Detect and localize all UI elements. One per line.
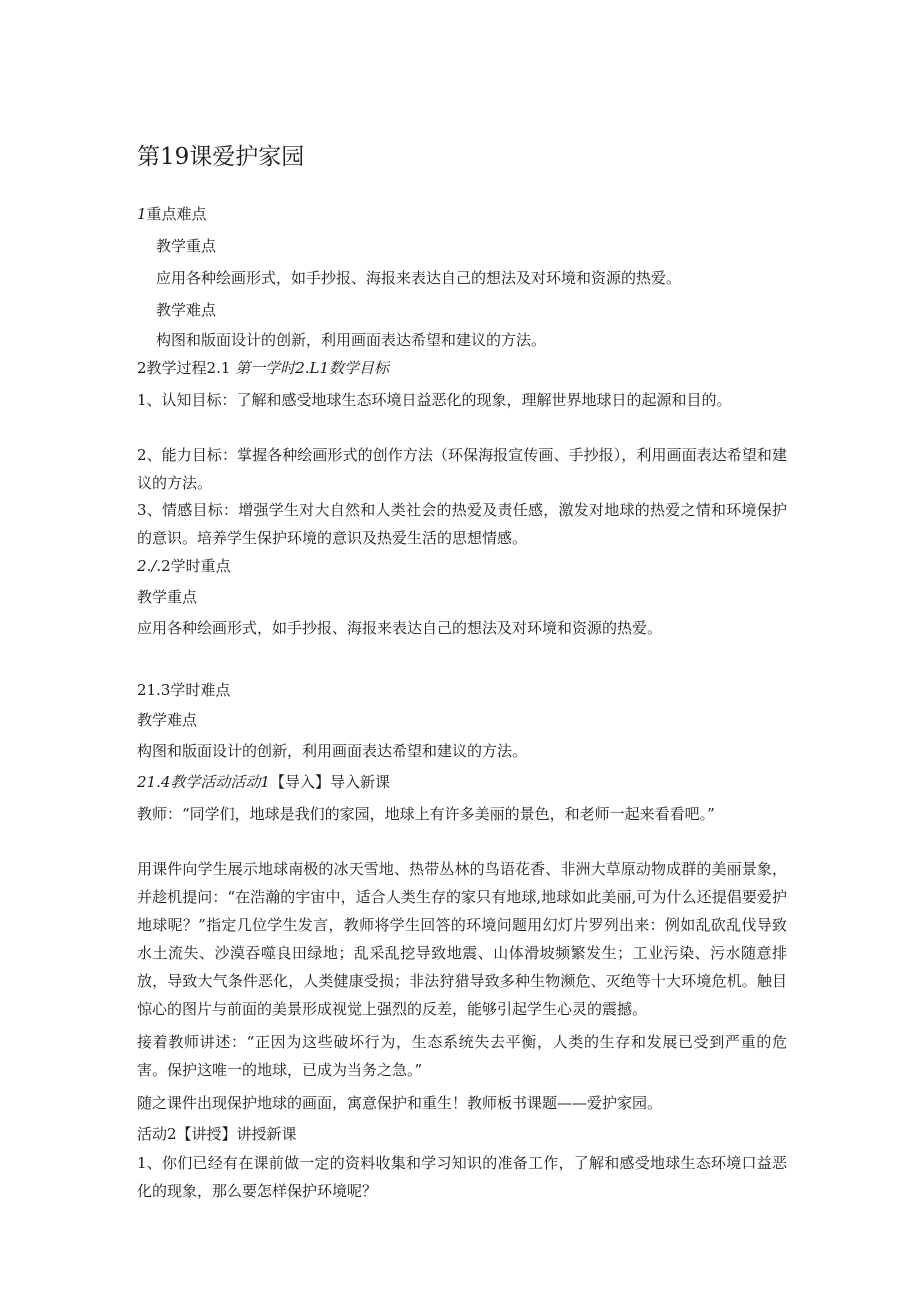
difficulty-label: 教学难点: [156, 301, 217, 319]
page-title: 第19课爱护家园: [137, 144, 305, 170]
key-point-label: 教学重点: [156, 237, 217, 255]
section-2-1-3-heading: 21.3学时难点: [137, 681, 231, 699]
section-1-label: 重点难点: [146, 205, 207, 223]
section-2-1-4-prefix: 21.4教学活动活动1: [137, 773, 270, 791]
section-2-1-2-suffix: 2学时重点: [161, 557, 231, 575]
difficulty-text: 构图和版面设计的创新，利用画面表达希望和建议的方法。: [156, 331, 547, 349]
courseware-ending-paragraph: 随之课件出现保护地球的画面，寓意保护和重生！教师板书课题——爱护家园。: [137, 1094, 663, 1112]
activity-2-heading: 活动2【讲授】讲授新课: [137, 1125, 297, 1143]
section-2-suffix: 第一学时2.L1数学目标: [235, 359, 390, 377]
goal-emotional: 3、情感目标：增强学生对大自然和人类社会的热爱及责任感，激发对地球的热爱之情和环境保护的意识。培养学生保护环境的意识及热爱生活的思想情感。: [137, 501, 787, 547]
section-2-heading: [137, 358, 389, 378]
key-point-text: 应用各种绘画形式，如手抄报、海报来表达自己的想法及对环境和资源的热爱。: [156, 269, 682, 287]
teacher-intro-paragraph: 教师：“同学们，地球是我们的家园，地球上有许多美丽的景色，和老师一起来看看吧。”: [137, 805, 715, 823]
question-1-paragraph: 1、你们已经有在课前做一定的资料收集和学习知识的准备工作，了解和感受地球生态环境口益恶化的现象，那么要怎样保护环境呢？: [137, 1154, 787, 1200]
section-2-1-2-label: 教学重点: [137, 588, 198, 606]
section-1-heading: [137, 204, 207, 224]
section-2-1-3-label: 教学难点: [137, 711, 198, 729]
section-2-1-2-text: 应用各种绘画形式，如手抄报、海报来表达自己的想法及对环境和资源的热爱。: [137, 619, 663, 637]
goal-ability: 2、能力目标：掌握各种绘画形式的创作方法（环保海报宣传画、手抄报），利用画面表达希望和建议的方法。: [137, 446, 787, 492]
courseware-paragraph: 用课件向学生展示地球南极的冰天雪地、热带丛林的鸟语花香、非洲大草原动物成群的美丽景象，并趁机提问：“在浩瀚的宇宙中，适合人类生存的家只有地球,地球如此美丽,可为什么还提倡要爱护地球呢？”指定几位学生发言，教师将学生回答的环境问题用幻灯片罗列出来：例如乱砍乱伐导致水土流失、沙漠吞噬良田绿地；乱采乱挖导致地震、山体滑坡频繁发生；工业污染、污水随意排放，导致大气条件恶化，人类健康受损；非法狩猎导致多种生物濒危、灭绝等十大环境危机。触目惊心的图片与前面的美景形成视觉上强烈的反差，能够引起学生心灵的震撼。: [137, 860, 787, 1018]
section-2-1-2-heading: [137, 556, 231, 576]
section-2-1-2-prefix: 2./.: [137, 557, 162, 575]
section-1-number: 1: [137, 205, 147, 223]
section-2-prefix: 2教学过程2.1: [137, 359, 231, 377]
section-2-1-4-suffix: 【导入】导入新课: [269, 773, 390, 791]
section-2-1-4-heading: [137, 772, 390, 792]
teacher-narration-paragraph: 接着教师讲述：“正因为这些破坏行为，生态系统失去平衡，人类的生存和发展已受到严重的危害。保护这唯一的地球，已成为当务之急。”: [137, 1033, 787, 1079]
goal-cognitive: 1、认知目标：了解和感受地球生态环境日益恶化的现象，理解世界地球日的起源和目的。: [137, 391, 732, 409]
section-2-1-3-text: 构图和版面设计的创新，利用画面表达希望和建议的方法。: [137, 742, 528, 760]
